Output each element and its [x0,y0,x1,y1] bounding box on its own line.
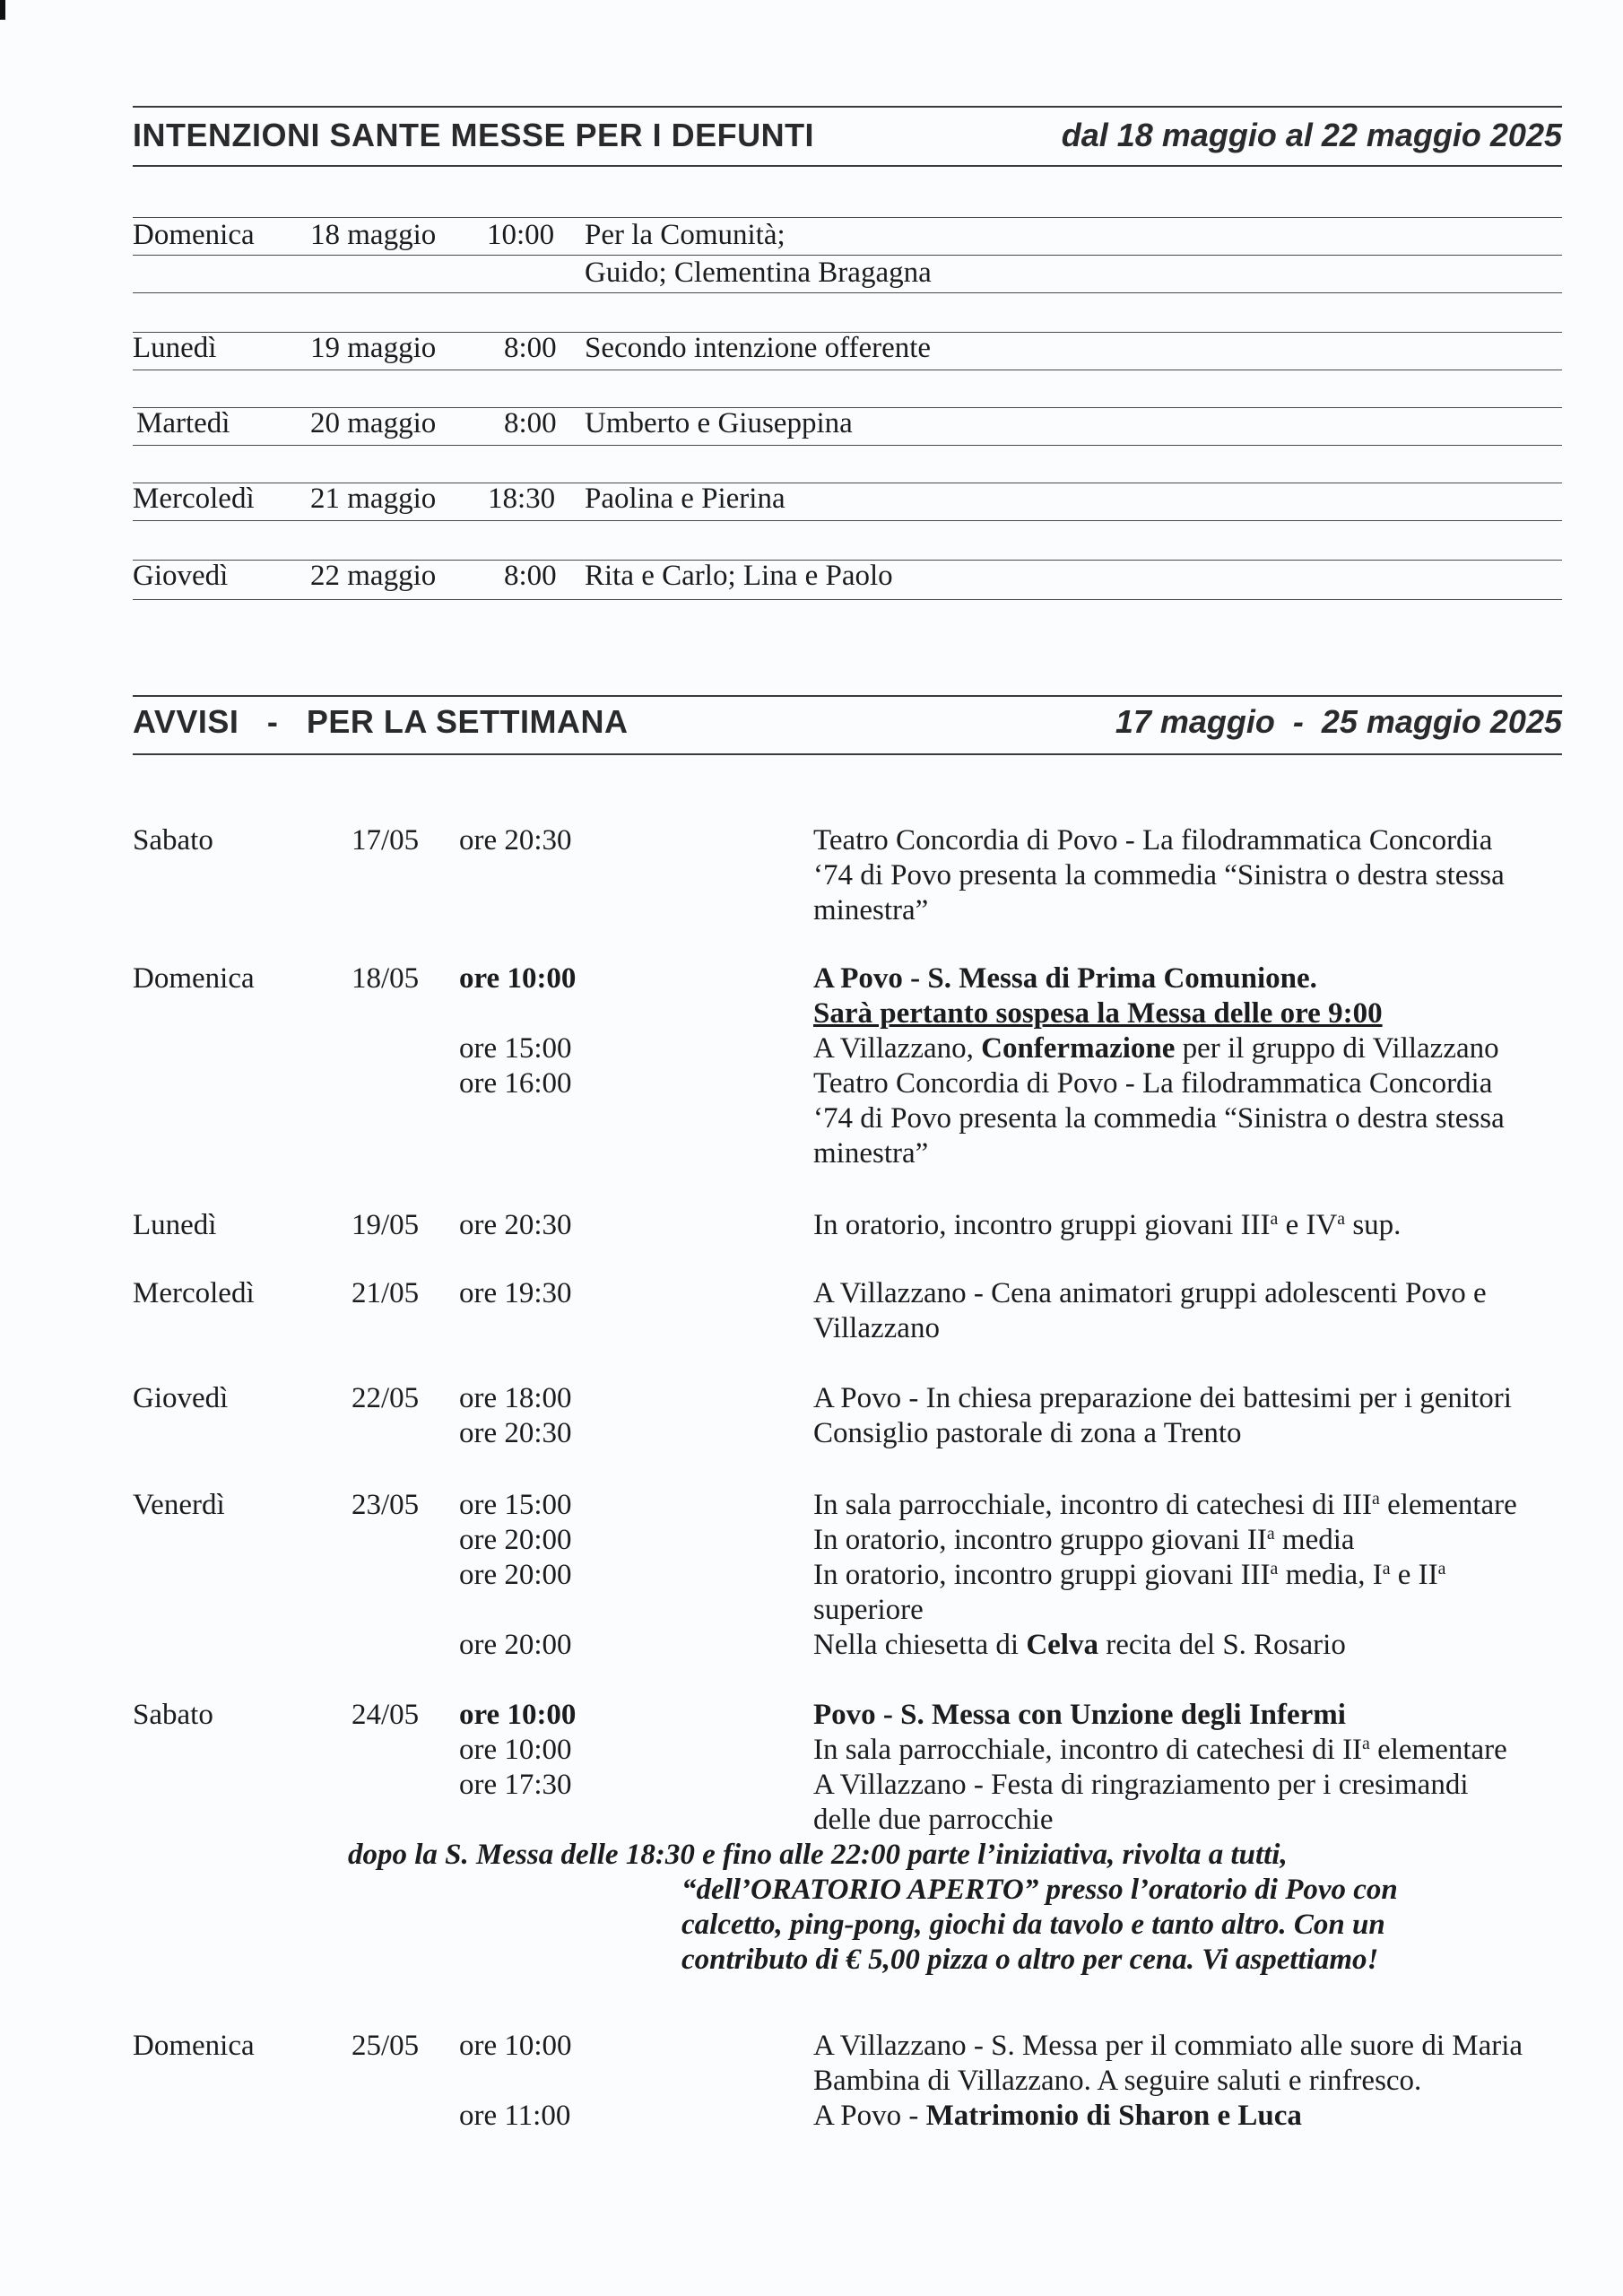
intentions-date-range: dal 18 maggio al 22 maggio 2025 [1061,117,1562,153]
notice-time: ore 20:30 [459,824,572,857]
notice-time: ore 11:00 [459,2100,571,2132]
divider [133,445,1562,446]
text-part: A Povo - [813,2100,926,2132]
notice-text: A Povo - In chiesa preparazione dei battesimi per i genitori [813,1382,1512,1414]
notice-time: ore 20:00 [459,1559,572,1591]
notice-time: ore 15:00 [459,1489,572,1521]
note-line: contributo di € 5,00 pizza o altro per cena. Vi aspettiamo! [681,1944,1379,1976]
notice-time: ore 20:30 [459,1209,572,1241]
divider [133,106,1562,108]
text-bold: Matrimonio di Sharon e Luca [925,2100,1302,2132]
oratorio-aperto-note [348,1838,1576,1978]
divider [133,165,1562,167]
mass-day: Martedì [136,407,230,439]
notice-text [813,1066,1620,1171]
text-part: e II [1390,1559,1438,1591]
notice-time: ore 15:00 [459,1032,572,1065]
notice-text [813,1276,1620,1346]
mass-date: 18 maggio [310,219,437,251]
ordinal: a [1372,1489,1380,1509]
mass-intention: Umberto e Giuseppina [585,407,853,439]
ordinal: a [1266,1524,1275,1544]
notice-weekday: Mercoledì [133,1277,255,1309]
text-part: A Villazzano, [813,1032,982,1065]
notice-time: ore 20:00 [459,1629,572,1661]
notice-text [813,2029,1620,2099]
note-line: dopo la S. Messa delle 18:30 e fino alle 22:00 parte l’iniziativa, rivolta a tutti, [348,1839,1288,1871]
mass-intention: Rita e Carlo; Lina e Paolo [585,560,893,592]
text-part: elementare [1369,1734,1507,1766]
text-line: superiore [813,1594,924,1626]
text-part: In sala parrocchiale, incontro di catechesi di II [813,1734,1363,1766]
scan-mark [0,0,5,20]
text-part: recita del S. Rosario [1098,1629,1346,1661]
mass-time: 10:00 [487,219,555,251]
notice-text [813,1558,1620,1628]
divider [133,695,1562,697]
text-part: sup. [1345,1209,1402,1241]
notice-text [813,1523,1620,1558]
ordinal: a [1382,1559,1391,1579]
notice-date: 19/05 [352,1209,420,1241]
notice-weekday: Sabato [133,824,213,857]
notice-weekday: Lunedì [133,1209,217,1241]
notice-weekday: Sabato [133,1699,213,1731]
notice-time: ore 10:00 [459,1699,577,1731]
mass-intention: Paolina e Pierina [585,483,785,515]
notice-date: 22/05 [352,1382,420,1414]
notice-text [813,961,1620,1031]
notice-time: ore 20:30 [459,1417,572,1449]
text-line: A Villazzano - Festa di ringraziamento per i cresimandi [813,1769,1469,1801]
notice-text [813,1628,1620,1663]
text-part: e IV [1278,1209,1338,1241]
mass-intention: Guido; Clementina Bragagna [585,257,932,289]
intentions-title: INTENZIONI SANTE MESSE PER I DEFUNTI [133,117,815,153]
divider [133,599,1562,600]
notice-date: 18/05 [352,962,420,995]
ordinal: a [1337,1209,1346,1230]
text-line: minestra” [813,1137,929,1170]
divider [133,520,1562,521]
text-line: Teatro Concordia di Povo - La filodrammatica Concordia [813,824,1493,857]
text-line: A Povo - S. Messa di Prima Comunione. [813,962,1317,995]
text-part: In sala parrocchiale, incontro di catechesi di III [813,1489,1373,1521]
text-line: ‘74 di Povo presenta la commedia “Sinistra o destra stessa [813,859,1505,891]
text-line: Villazzano [813,1312,940,1344]
ordinal: a [1270,1209,1279,1230]
notice-time: ore 19:30 [459,1277,572,1309]
ordinal: a [1270,1559,1279,1579]
notice-weekday: Venerdì [133,1489,225,1521]
notice-weekday: Giovedì [133,1382,229,1414]
text-line: ‘74 di Povo presenta la commedia “Sinistra o destra stessa [813,1102,1505,1135]
notice-weekday: Domenica [133,2030,255,2062]
mass-day: Giovedì [133,560,229,592]
underlined-notice: Sarà pertanto sospesa la Messa delle ore 9:00 [813,997,1383,1030]
mass-time: 8:00 [504,560,557,592]
mass-date: 19 maggio [310,332,437,364]
text-part: In oratorio, incontro gruppo giovani II [813,1524,1267,1556]
notice-time: ore 10:00 [459,1734,572,1766]
notice-date: 24/05 [352,1699,420,1731]
mass-intention: Per la Comunità; [585,219,785,251]
notice-date: 25/05 [352,2030,420,2062]
mass-day: Mercoledì [133,483,255,515]
text-bold: Celva [1026,1629,1098,1661]
notice-text [813,2099,1620,2134]
ordinal: a [1362,1734,1370,1754]
note-line: calcetto, ping-pong, giochi da tavolo e tanto altro. Con un [681,1909,1385,1941]
text-part: In oratorio, incontro gruppi giovani III [813,1559,1271,1591]
divider [133,292,1562,293]
text-line: Bambina di Villazzano. A seguire saluti e rinfresco. [813,2065,1422,2097]
notices-date-range: 17 maggio - 25 maggio 2025 [1115,703,1562,740]
notice-date: 17/05 [352,824,420,857]
mass-time: 8:00 [504,332,557,364]
notice-text [813,1488,1620,1523]
mass-time: 8:00 [504,407,557,439]
notice-text: Povo - S. Messa con Unzione degli Infermi [813,1699,1346,1731]
text-line: delle due parrocchie [813,1804,1054,1836]
mass-time: 18:30 [488,483,556,515]
ordinal: a [1437,1559,1446,1579]
text-part: media [1274,1524,1355,1556]
mass-day: Domenica [133,219,255,251]
notice-text [813,1031,1620,1066]
notice-weekday: Domenica [133,962,255,995]
text-line: A Villazzano - S. Messa per il commiato alle suore di Maria [813,2030,1523,2062]
mass-date: 21 maggio [310,483,437,515]
mass-date: 22 maggio [310,560,437,592]
text-part: per il gruppo di Villazzano [1175,1032,1499,1065]
note-line: “dell’ORATORIO APERTO” presso l’oratorio di Povo con [681,1874,1398,1906]
notice-time: ore 10:00 [459,962,577,995]
notice-text [813,1733,1620,1768]
notice-text [813,823,1620,928]
notice-time: ore 10:00 [459,2030,572,2062]
notice-text: Consiglio pastorale di zona a Trento [813,1417,1242,1449]
text-line: minestra” [813,894,929,926]
text-part: elementare [1379,1489,1517,1521]
text-line: Teatro Concordia di Povo - La filodrammatica Concordia [813,1067,1493,1100]
notices-title: AVVISI - PER LA SETTIMANA [133,703,629,740]
text-part: Nella chiesetta di [813,1629,1027,1661]
text-part: media, I [1278,1559,1383,1591]
notice-time: ore 20:00 [459,1524,572,1556]
notice-time: ore 16:00 [459,1067,572,1100]
notice-date: 23/05 [352,1489,420,1521]
text-line: A Villazzano - Cena animatori gruppi adolescenti Povo e [813,1277,1487,1309]
mass-intention: Secondo intenzione offerente [585,332,932,364]
text-bold: Confermazione [981,1032,1176,1065]
notice-time: ore 18:00 [459,1382,572,1414]
notice-date: 21/05 [352,1277,420,1309]
mass-date: 20 maggio [310,407,437,439]
notice-time: ore 17:30 [459,1769,572,1801]
notice-text [813,1768,1620,1838]
notice-text [813,1208,1620,1243]
mass-day: Lunedì [133,332,217,364]
divider [133,753,1562,755]
text-part: In oratorio, incontro gruppi giovani III [813,1209,1271,1241]
